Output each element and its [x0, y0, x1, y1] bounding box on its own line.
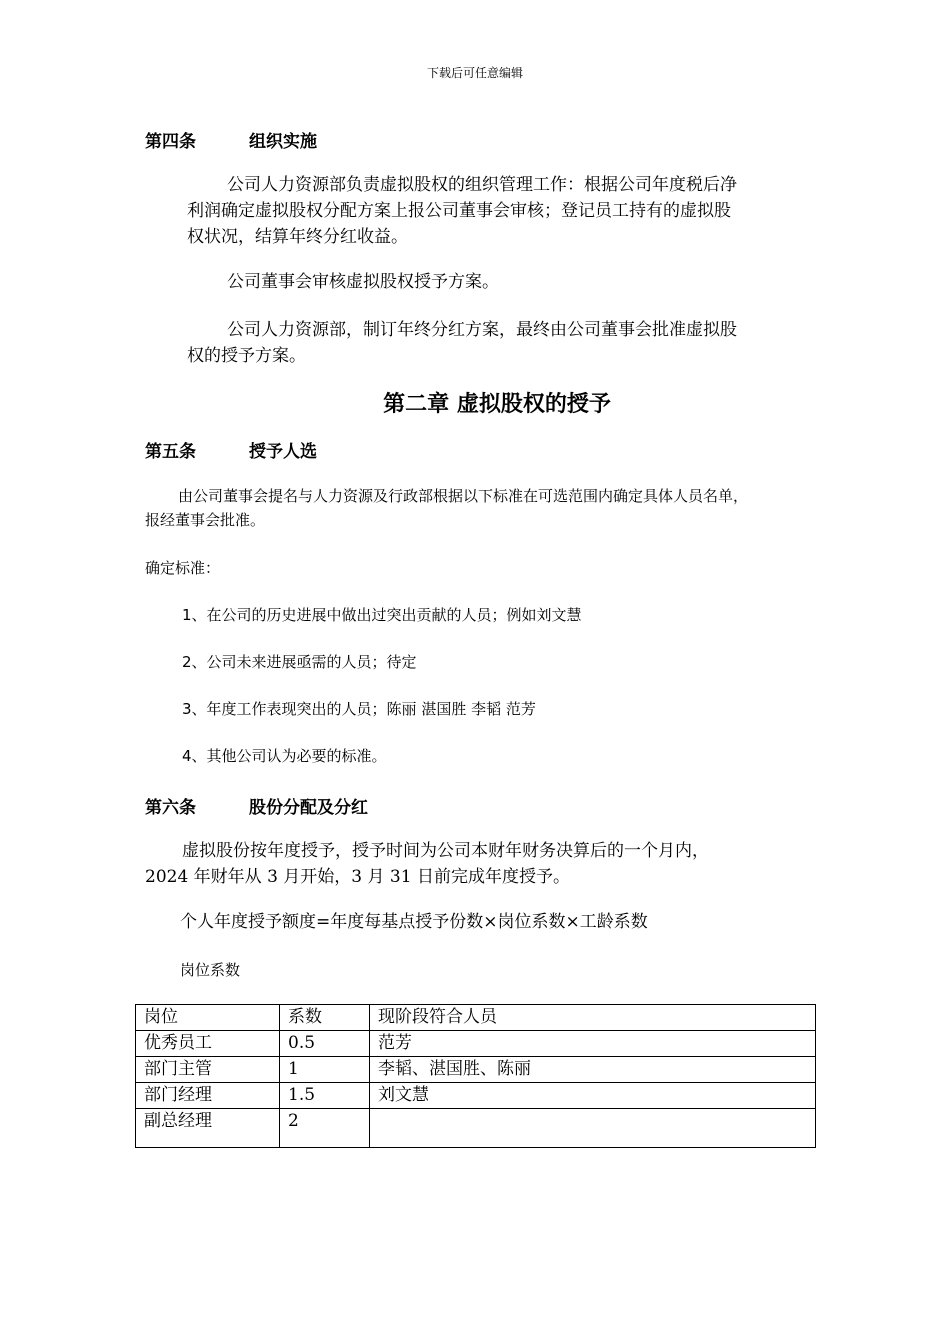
article-title: 股份分配及分红: [249, 798, 368, 818]
table-caption: 岗位系数: [180, 961, 241, 979]
criteria-item: [182, 650, 417, 674]
article-5-heading: [145, 437, 317, 462]
table-row: [136, 1057, 816, 1083]
article-6-heading: [145, 793, 368, 818]
header-cell: 岗位: [136, 1005, 280, 1031]
table-header-row: [136, 1005, 816, 1031]
header-cell: 系数: [280, 1005, 370, 1031]
table-cell: [370, 1109, 816, 1148]
criteria-number: 4: [182, 747, 192, 765]
table-cell: 范芳: [370, 1031, 816, 1057]
position-coefficient-table: [135, 1004, 816, 1148]
table-cell: 刘文慧: [370, 1083, 816, 1109]
article-title: 授予人选: [249, 442, 317, 462]
criteria-number: 1: [182, 606, 192, 624]
table-row: [136, 1031, 816, 1057]
table-cell: 部门经理: [136, 1083, 280, 1109]
table-cell: 副总经理: [136, 1109, 280, 1148]
table-cell: 优秀员工: [136, 1031, 280, 1057]
criteria-number: 3: [182, 700, 192, 718]
criteria-text: 、公司未来进展亟需的人员；待定: [191, 653, 417, 671]
article-number: 第四条: [145, 132, 196, 152]
chapter-title: 第二章 虚拟股权的授予: [383, 392, 611, 417]
criteria-item: [182, 603, 582, 627]
criteria-item: [182, 744, 387, 768]
paragraph-line: 公司董事会审核虚拟股权授予方案。: [227, 272, 499, 292]
table-cell: 2: [280, 1109, 370, 1148]
formula-line: 个人年度授予额度=年度每基点授予份数×岗位系数×工龄系数: [180, 912, 648, 932]
paragraph-line: 由公司董事会提名与人力资源及行政部根据以下标准在可选范围内确定具体人员名单，: [178, 487, 749, 505]
article-number: 第六条: [145, 798, 196, 818]
table-row: [136, 1083, 816, 1109]
criteria-text: 、在公司的历史进展中做出过突出贡献的人员；例如刘文慧: [191, 606, 582, 624]
article-4-heading: [145, 127, 317, 152]
header-cell: 现阶段符合人员: [370, 1005, 816, 1031]
table-cell: 1.5: [280, 1083, 370, 1109]
paragraph-line: 公司人力资源部，制订年终分红方案，最终由公司董事会批准虚拟股: [227, 320, 737, 340]
paragraph-line: 权的授予方案。: [187, 346, 306, 366]
page-header-note: 下载后可任意编辑: [426, 66, 523, 80]
article-number: 第五条: [145, 442, 196, 462]
table-cell: 1: [280, 1057, 370, 1083]
criteria-item: [182, 697, 536, 721]
paragraph-line: 虚拟股份按年度授予，授予时间为公司本财年财务决算后的一个月内，: [182, 841, 709, 861]
criteria-text: 、其他公司认为必要的标准。: [191, 747, 387, 765]
criteria-number: 2: [182, 653, 192, 671]
paragraph-line: 2024 年财年从 3 月开始，3 月 31 日前完成年度授予。: [145, 867, 570, 887]
table-row: [136, 1109, 816, 1148]
table-cell: 部门主管: [136, 1057, 280, 1083]
table-cell: 李韬、湛国胜、陈丽: [370, 1057, 816, 1083]
paragraph-line: 权状况，结算年终分红收益。: [187, 227, 408, 247]
criteria-text: 、年度工作表现突出的人员；陈丽 湛国胜 李韬 范芳: [191, 700, 536, 718]
article-title: 组织实施: [249, 132, 317, 152]
paragraph-line: 利润确定虚拟股权分配方案上报公司董事会审核；登记员工持有的虚拟股: [187, 201, 731, 221]
table-cell: 0.5: [280, 1031, 370, 1057]
paragraph-line: 报经董事会批准。: [145, 511, 266, 529]
criteria-label: 确定标准：: [145, 559, 221, 577]
paragraph-line: 公司人力资源部负责虚拟股权的组织管理工作：根据公司年度税后净: [227, 175, 737, 195]
